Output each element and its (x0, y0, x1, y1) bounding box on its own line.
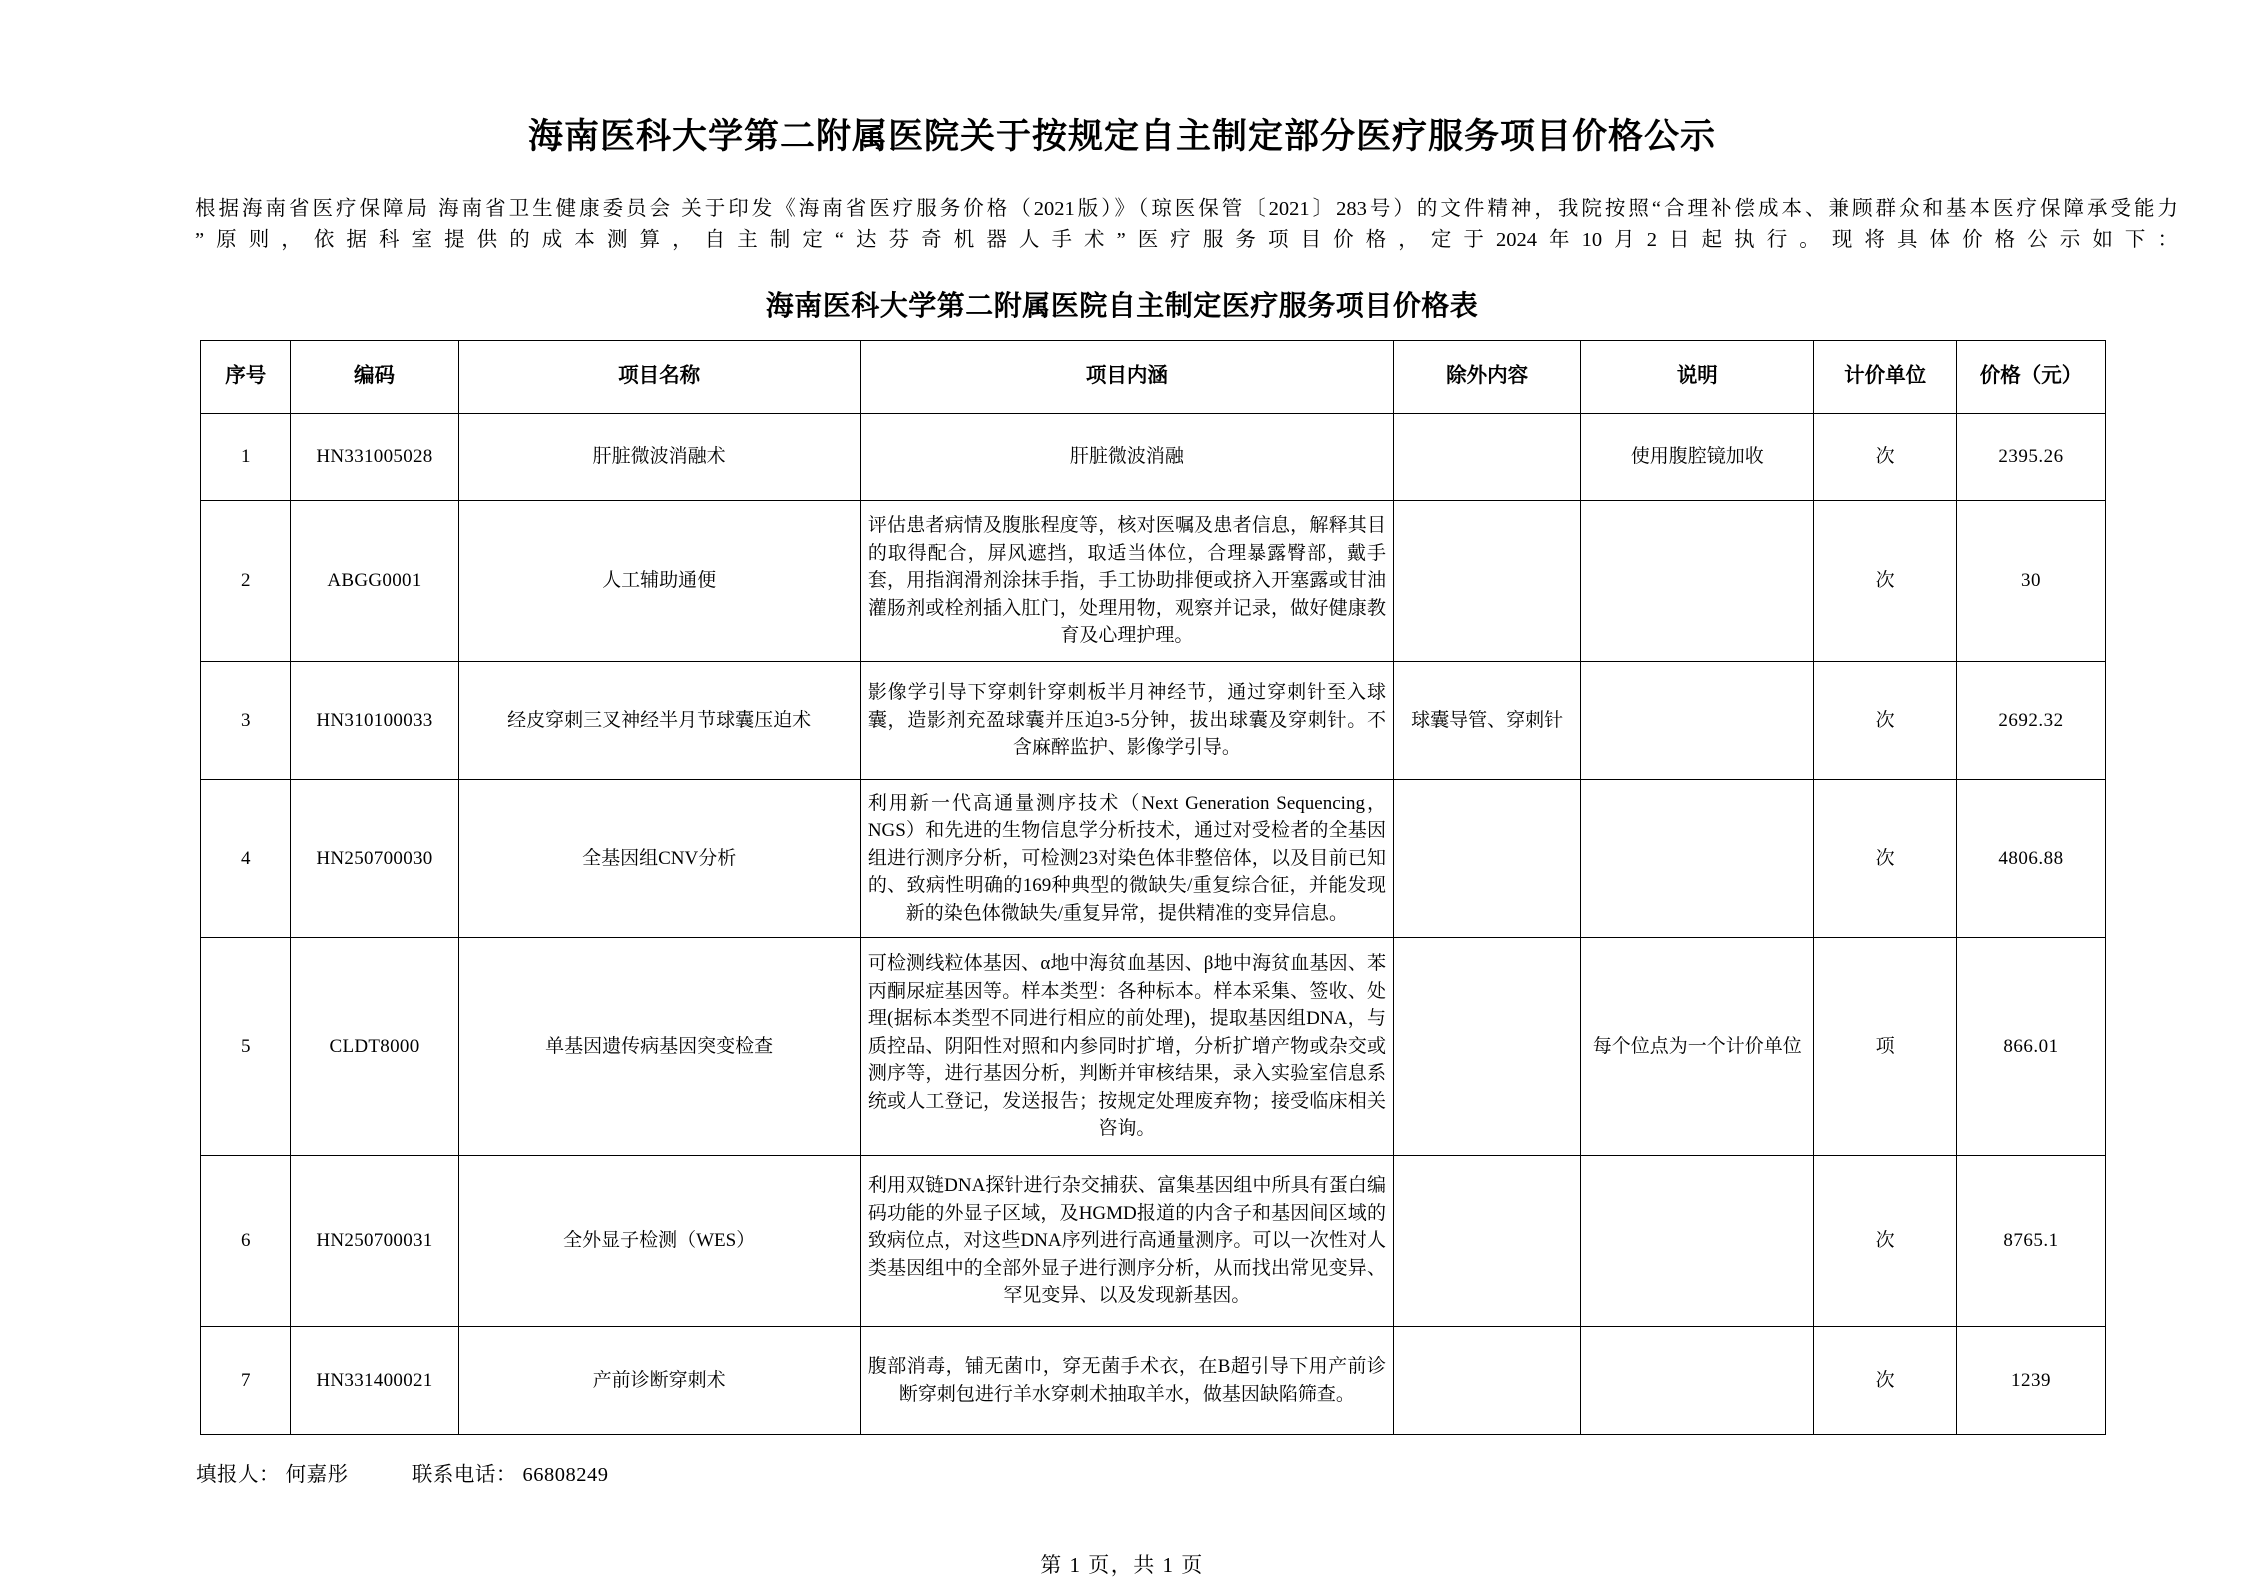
price-table (200, 340, 2106, 1435)
reporter-label: 填报人： (196, 1464, 280, 1486)
cell-price: 4806.88 (1956, 780, 2105, 938)
cell-connotation: 肝脏微波消融 (860, 414, 1393, 501)
cell-unit: 次 (1814, 501, 1957, 662)
cell-exclusions (1393, 414, 1580, 501)
cell-code: CLDT8000 (291, 938, 458, 1156)
cell-name: 肝脏微波消融术 (458, 414, 860, 501)
page-title: 海南医科大学第二附属医院关于按规定自主制定部分医疗服务项目价格公示 (527, 117, 1716, 156)
cell-unit: 项 (1814, 938, 1957, 1156)
cell-note (1581, 780, 1814, 938)
phone-label: 联系电话： (411, 1464, 517, 1486)
cell-connotation: 评估患者病情及腹胀程度等，核对医嘱及患者信息，解释其目的取得配合，屏风遮挡，取适当体位，合理暴露臀部，戴手套，用指润滑剂涂抹手指，手工协助排便或挤入开塞露或甘油灌肠剂或栓剂插入肛门，处理用物，观察并记录，做好健康教育及心理护理。 (860, 501, 1393, 662)
cell-name: 全基因组CNV分析 (458, 780, 860, 938)
cell-note (1581, 1156, 1814, 1327)
column-header-unit: 计价单位 (1814, 341, 1957, 414)
cell-price: 866.01 (1956, 938, 2105, 1156)
column-header-connotation: 项目内涵 (860, 341, 1393, 414)
cell-seq: 5 (201, 938, 291, 1156)
column-header-exclusions: 除外内容 (1393, 341, 1580, 414)
intro-line-2: ”原则，依据科室提供的成本测算，自主制定“达芬奇机器人手术”医疗服务项目价格，定于2024年10月2日起执行。现将具体价格公示如下： (195, 229, 2178, 251)
page-number: 第 1 页，共 1 页 (1040, 1553, 1204, 1577)
cell-connotation: 影像学引导下穿刺针穿刺板半月神经节，通过穿刺针至入球囊，造影剂充盈球囊并压迫3-5分钟，拔出球囊及穿刺针。不含麻醉监护、影像学引导。 (860, 662, 1393, 780)
table-row (201, 938, 2106, 1156)
cell-name: 产前诊断穿刺术 (458, 1327, 860, 1435)
cell-name: 人工辅助通便 (458, 501, 860, 662)
intro-paragraph (0, 158, 2244, 256)
cell-unit: 次 (1814, 1156, 1957, 1327)
cell-seq: 6 (201, 1156, 291, 1327)
cell-price: 1239 (1956, 1327, 2105, 1435)
cell-price: 2395.26 (1956, 414, 2105, 501)
cell-exclusions (1393, 1156, 1580, 1327)
footer-contact (0, 1435, 2244, 1487)
table-header (201, 341, 2106, 414)
cell-code: ABGG0001 (291, 501, 458, 662)
cell-code: HN310100033 (291, 662, 458, 780)
cell-unit: 次 (1814, 780, 1957, 938)
cell-seq: 3 (201, 662, 291, 780)
cell-note: 使用腹腔镜加收 (1581, 414, 1814, 501)
column-header-price: 价格（元） (1956, 341, 2105, 414)
cell-note (1581, 1327, 1814, 1435)
table-title: 海南医科大学第二附属医院自主制定医疗服务项目价格表 (765, 291, 1479, 322)
cell-code: HN331005028 (291, 414, 458, 501)
cell-seq: 2 (201, 501, 291, 662)
column-header-name: 项目名称 (458, 341, 860, 414)
cell-price: 30 (1956, 501, 2105, 662)
column-header-seq: 序号 (201, 341, 291, 414)
cell-name: 全外显子检测（WES） (458, 1156, 860, 1327)
cell-price: 2692.32 (1956, 662, 2105, 780)
cell-code: HN250700030 (291, 780, 458, 938)
cell-seq: 1 (201, 414, 291, 501)
cell-note (1581, 501, 1814, 662)
cell-note (1581, 662, 1814, 780)
phone-value: 66808249 (522, 1464, 609, 1486)
cell-seq: 7 (201, 1327, 291, 1435)
price-table-container (0, 340, 2244, 1435)
cell-connotation: 利用双链DNA探针进行杂交捕获、富集基因组中所具有蛋白编码功能的外显子区域，及HGMD报道的内含子和基因间区域的致病位点，对这些DNA序列进行高通量测序。可以一次性对人类基因组中的全部外显子进行测序分析，从而找出常见变异、罕见变异、以及发现新基因。 (860, 1156, 1393, 1327)
cell-connotation: 腹部消毒，铺无菌巾，穿无菌手术衣，在B超引导下用产前诊断穿刺包进行羊水穿刺术抽取羊水，做基因缺陷筛查。 (860, 1327, 1393, 1435)
table-row (201, 780, 2106, 938)
cell-unit: 次 (1814, 414, 1957, 501)
cell-name: 单基因遗传病基因突变检查 (458, 938, 860, 1156)
cell-unit: 次 (1814, 662, 1957, 780)
table-row (201, 501, 2106, 662)
cell-exclusions (1393, 501, 1580, 662)
cell-unit: 次 (1814, 1327, 1957, 1435)
table-body (201, 414, 2106, 1435)
table-header-row (201, 341, 2106, 414)
cell-seq: 4 (201, 780, 291, 938)
cell-connotation: 可检测线粒体基因、α地中海贫血基因、β地中海贫血基因、苯丙酮尿症基因等。样本类型：各种标本。样本采集、签收、处理(据标本类型不同进行相应的前处理)，提取基因组DNA，与质控品、阴阳性对照和内参同时扩增，分析扩增产物或杂交或测序等，进行基因分析，判断并审核结果，录入实验室信息系统或人工登记，发送报告；按规定处理废弃物；接受临床相关咨询。 (860, 938, 1393, 1156)
table-row (201, 1327, 2106, 1435)
column-header-code: 编码 (291, 341, 458, 414)
cell-price: 8765.1 (1956, 1156, 2105, 1327)
column-header-note: 说明 (1581, 341, 1814, 414)
reporter-name: 何嘉彤 (285, 1464, 349, 1486)
intro-line-1: 根据海南省医疗保障局 海南省卫生健康委员会 关于印发《海南省医疗服务价格（2021版）》（琼医保管〔2021〕283号）的文件精神，我院按照“合理补偿成本、兼顾群众和基本医疗保障承受能力 (195, 198, 2178, 220)
cell-code: HN250700031 (291, 1156, 458, 1327)
cell-name: 经皮穿刺三叉神经半月节球囊压迫术 (458, 662, 860, 780)
cell-code: HN331400021 (291, 1327, 458, 1435)
table-row (201, 1156, 2106, 1327)
cell-note: 每个位点为一个计价单位 (1581, 938, 1814, 1156)
table-row (201, 414, 2106, 501)
cell-exclusions (1393, 1327, 1580, 1435)
cell-exclusions: 球囊导管、穿刺针 (1393, 662, 1580, 780)
cell-exclusions (1393, 780, 1580, 938)
cell-connotation: 利用新一代高通量测序技术（Next Generation Sequencing，NGS）和先进的生物信息学分析技术，通过对受检者的全基因组进行测序分析，可检测23对染色体非整倍体，以及目前已知的、致病性明确的169种典型的微缺失/重复综合征，并能发现新的染色体微缺失/重复异常，提供精准的变异信息。 (860, 780, 1393, 938)
table-row (201, 662, 2106, 780)
cell-exclusions (1393, 938, 1580, 1156)
